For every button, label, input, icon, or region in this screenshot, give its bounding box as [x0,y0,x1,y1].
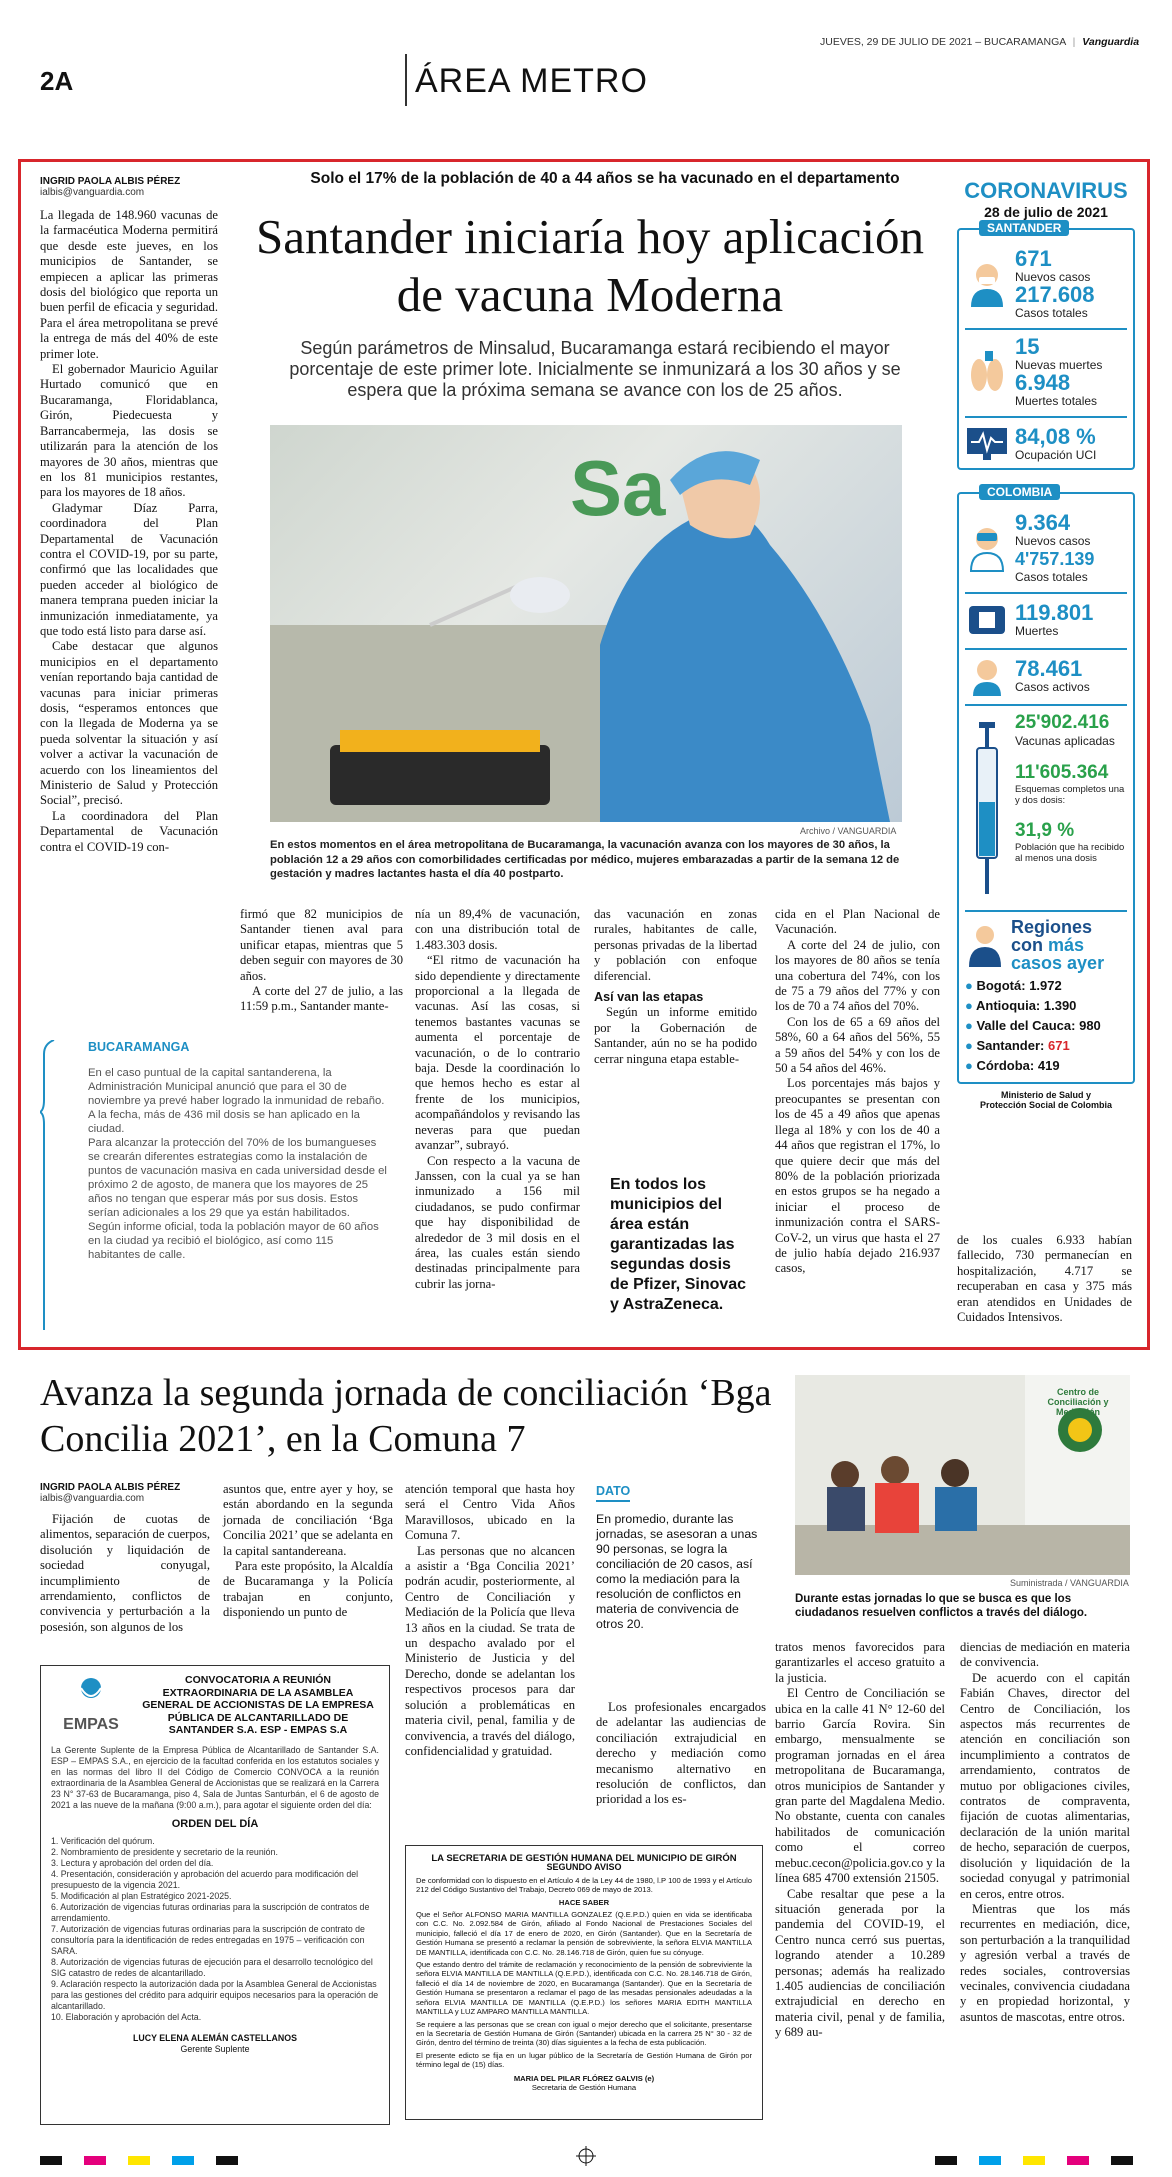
empas-intro: La Gerente Suplente de la Empresa Pública de Alcantarillado de Santander S.A. ESP – EMPAS S.A., en ejercicio de la facultad conferida en los estatutos sociales y en las normas del libro II del Código de Comercio CONVOCA a la reunión extraordinaria de la Asamblea General de Accionistas que se realizará en la Carrera 23 N° 37-63 de Bucaramanga, piso 4, Sala de Juntas Santurbán, el 6 de agosto de 2021 a las nueve de la mañana (9:00 a.m.), para agotar el siguiente orden del día: [51,1744,379,1810]
para: La coordinadora del Plan Departamental de Vacunación contra el COVID-19 con- [40,808,218,854]
stat-label: Nuevos casos [1015,270,1091,284]
giron-hace-saber: HACE SABER [558,1897,610,1907]
empas-logo-mark [51,1674,131,1722]
region-name: Córdoba: [976,1058,1035,1073]
giron-title: LA SECRETARIA DE GESTIÓN HUMANA DEL MUNICIPIO DE GIRÓN [431,1853,737,1864]
date-text: JUEVES, 29 DE JULIO DE 2021 – BUCARAMANGA [820,36,1066,48]
list-item: 8. Autorización de vigencias futuras de ejecución para el desarrollo tecnológico del SIG catastro de redes de alcantarillado. [51,1956,373,1978]
santander-label: SANTANDER [979,220,1069,236]
stat-group [965,592,1127,640]
para: diencias de mediación en materia de convivencia. [960,1640,1130,1670]
stat-group [965,248,1127,320]
sign-text: Centro de Conciliación y Mediación [1047,1387,1109,1417]
covid-date: 28 de julio de 2021 [984,204,1108,220]
stat-number: 15 [1015,334,1040,359]
article-col-2 [240,907,403,1015]
list-item: 7. Autorización de vigencias futuras ordinarias para la suscripción de contrato de consultoría para la identificación de redes entregadas en 1975 – verificación con SARA. [51,1923,365,1956]
empas-logo [51,1674,131,1733]
article-col-3 [415,907,580,1292]
covid-source: Ministerio de Salud y Protección Social de Colombia [979,1090,1113,1110]
colombia-box [957,485,1135,1084]
stat-label: Casos totales [1015,306,1088,320]
article2-col-1 [40,1512,210,1635]
stat-label: Ocupación UCI [1015,448,1097,462]
photo-illustration [270,425,902,822]
feet-tag-icon [965,347,1009,397]
para: A corte del 24 de julio, con los mayores de 80 años se tenía una cobertura del 74%, con los de 75 a 79 años del 77% y con los de 70 a 74 años del 70%. [775,937,940,1014]
stat-number: 6.948 [1015,370,1071,395]
stat-label: Población que ha recibido al menos una dosis [1015,842,1125,864]
monitor-icon [965,424,1009,464]
para: asuntos que, entre ayer y hoy, se están abordando en la segunda jornada de conciliación ‘Bga Concilia 2021’ que se adelanta en la capital santandereana. [223,1482,393,1558]
article2-author [40,1482,180,1504]
people-icon [965,923,1005,967]
article2-col-6 [960,1640,1130,2025]
stat-number: 217.608 [1015,282,1095,307]
stat-number: 84,08 % [1015,424,1096,449]
subhead: Así van las etapas [594,990,704,1005]
para: Con respecto a la vacuna de Janssen, con la cual ya se han inmunizado a 156 mil ciudadanos, se pudo confirmar que hay disponibilidad de alrededor de 3 mil dosis en el área, las cuales están siendo destinadas principalmente para cubrir las jorna- [415,1153,580,1291]
para: firmó que 82 municipios de Santander tienen aval para unificar etapas, mientras que 5 deben seguir con mayores de 30 años. [240,907,403,983]
article-col-1 [40,208,218,855]
list-item: 2. Nombramiento de presidente y secretario de la reunión. [51,1846,278,1857]
para: Para alcanzar la protección del 70% de los bumangueses se crearán diferentes estrategias como la instalación de puntos de vacunación masiva en cada universidad desde el próximo 2 de agosto, de manera que los mayores de 25 años no tengan que esperar más por sus dosis. Estos serían adicionales a los 29 que ya están habilitados. [88,1137,387,1219]
print-color-bar-right [935,2152,1133,2170]
stat-label: Casos totales [1015,570,1088,584]
giron-subtitle: SEGUNDO AVISO [546,1862,622,1873]
deck: Según parámetros de Minsalud, Bucaramanga estará recibiendo el mayor porcentaje de este primer lote. Inicialmente se inmunizará a los 30 años y se espera que la próxima semana se avance con los de 25 años. [289,338,901,400]
headline: Santander iniciaría hoy aplicación de vacuna Moderna [255,209,925,322]
author-email: ialbis@vanguardia.com [40,1493,145,1504]
para: Gladymar Díaz Parra, coordinadora del Plan Departamental de Vacunación contra el COVID-19, por su parte, confirmó que las localidades que pueden acceder al biológico de manera temprana pueden iniciar la inmunización inmediatamente, ya que todo está listo para darse así. [40,500,218,638]
stat-number: 9.364 [1015,510,1071,535]
santander-box [957,221,1135,470]
photo-caption: En estos momentos en el área metropolitana de Bucaramanga, la vacunación avanza con los mayores de 30 años, la población 12 a 29 años con comorbilidades certificadas por médico, mujeres embarazadas a partir de la semana 12 de gestación y madres lactantes hasta el día 40 postparto. [270,839,900,880]
para: “El ritmo de vacunación ha sido dependiente y directamente proporcional a la llegada de vacunas. Así las cosas, si tenemos bastantes vacunas se aumenta el porcentaje de vacunación, o de lo contrario baja. Desde la coordinación lo que hemos hecho es estar al frente de los municipios, acompañándolos y revisando las neveras para que puedan avanzar”, subrayó. [415,953,580,1153]
giron-p1: De conformidad con lo dispuesto en el Artículo 4 de la Ley 44 de 1980, l.P 100 de 1993 y el Artículo 212 del Código Sustantivo del Trabajo, Decreto 069 de mayo de 2013. [416,1875,752,1895]
stat-group [965,416,1127,464]
photo2-credit: Suministrada / VANGUARDIA [1010,1578,1129,1588]
active-case-icon [965,656,1009,696]
giron-signer: MARIA DEL PILAR FLÓREZ GALVIS (e) [513,2073,655,2083]
article2-col-5 [775,1640,945,2041]
stat-group [965,648,1127,696]
article-col-4 [594,907,757,1067]
stat-label: Muertes [1015,624,1059,638]
para: tratos menos favorecidos para garantizarles el acceso gratuito a la justicia. [775,1640,945,1685]
list-item: 6. Autorización de vigencias futuras ordinarias para la suscripción de contratos de arrendamiento. [51,1901,370,1923]
para: El Centro de Conciliación se ubica en la calle 41 N° 12-60 del barrio García Rovira. Sin embargo, mensualmente se programan jornadas en el área metropolitana de Bucaramanga, otros municipios de Santander y gran parte del Magdalena Medio. No obstante, cuenta con canales habilitados de comunicación como el correo mebuc.cecon@policia.gov.co y la línea 685 4700 extensión 21505. [775,1686,945,1886]
para: Las personas que no alcancen a asistir a ‘Bga Concilia 2021’ podrán acudir, posteriormente, al Centro de Conciliación y Mediación de la Policía que lleva 13 años en la ciudad. Se trata de un despacho avalado por el Ministerio de Justicia y del Derecho, donde se adelantan los respectivos procesos para dar solución a problemáticas en materia civil, penal, familia y de convivencia, a través del diálogo, confidencialidad y gratuidad. [405,1543,575,1758]
empas-signer: LUCY ELENA ALEMÁN CASTELLANOS [133,2032,297,2043]
region-value: 1.390 [1043,998,1077,1013]
covid-title: CORONAVIRUS [964,178,1128,203]
para: Para este propósito, la Alcaldía de Bucaramanga y la Policía trabajan en conjunto, disponiendo un punto de [223,1559,393,1620]
sidebar-body [88,1066,388,1262]
covid-panel [957,170,1135,1220]
dato-text: En promedio, durante las jornadas, se asesoran a unas 90 personas, se logra la conciliación de 20 casos, así como la mediación para la resolución de conflictos en materia de convivencia de otros 20. [596,1512,758,1631]
list-item: 5. Modificación al plan Estratégico 2021-2025. [51,1890,232,1901]
regions-title-2b: más [1048,935,1085,955]
stat-number: 78.461 [1015,656,1083,681]
registration-mark-icon [576,2146,596,2166]
giron-p5: El presente edicto se fija en un lugar público de la Secretaría de Gestión Humana de Girón por término legal de (15) días. [416,2050,752,2070]
article2-col-4 [596,1700,766,1808]
region-item: ● Córdoba: 419 [965,1058,1060,1073]
region-name: Valle del Cauca: [976,1018,1076,1033]
author-name: INGRID PAOLA ALBIS PÉREZ [40,176,181,187]
print-color-bar-left [40,2152,238,2170]
region-name: Bogotá: [976,978,1026,993]
list-item: 1. Verificación del quórum. [51,1835,155,1846]
giron-p4: Se requiere a las personas que se crean con igual o mejor derecho que el solicitante, presentarse en la Secretaría de Gestión Humana de Girón (Santander) ubicada en la carrera 25 N° 30 - 32 de Girón, dentro del término de treinta (30) días siguientes a la fecha de esta publicación. [416,2019,752,2048]
stat-number: 25'902.416 [1015,712,1110,733]
giron-p3: Que estando dentro del trámite de reclamación y reconocimiento de la pensión de sobreviviente la señora ELVIA MANTILLA DE MANTILLA (Q.E.P.D.), identificada con C.C. No. 28.146.718 de Girón, falleció el día 14 de noviembre de 2020, en Bucaramanga (Santander). Que en la Secretaría de Gestión Humana se presentaron a reclamar el pago de las mesadas pensionales adeudadas a la señora ELVIA MANTILLA DE MANTILLA (Q.E.P.D.) los señores MARIA EDITH MANTILLA MANTILLA y LUZ AMPARO MANTILLA MANTILLA. [416,1960,752,2017]
para: cida en el Plan Nacional de Vacunación. [775,907,940,937]
colombia-label: COLOMBIA [979,484,1060,500]
patient-icon [965,259,1009,309]
stat-label: Nuevos casos [1015,534,1091,548]
giron-p2: Que el Señor ALFONSO MARIA MANTILLA GONZALEZ (Q.E.P.D.) quien en vida se identificaba con C.C. No. 2.092.584 de Girón, afiliado al Fondo Nacional de Prestaciones Sociales del municipio, falleció el día 17 de enero de 2020, en Girón (Santander). Que en la Secretaría de Gestión Humana se presentó a reclamar la pensión de sobreviviente, la señora ELVIA MANTILLA DE MANTILLA, identificada con C.C. No. 28.146.718 de Girón, quien fue su cónyuge. [416,1910,752,1957]
empas-logo-text: EMPAS [63,1716,119,1733]
photo2-caption: Durante estas jornadas lo que se busca es que los ciudadanos resuelven conflictos a través del diálogo. [795,1593,1088,1619]
para: Cabe resaltar que pese a la situación generada por la pandemia del COVID-19, el Centro nunca cerró sus puertas, logrando atender a 10.289 personas; además ha realizado 1.405 audiencias de conciliación extrajudicial en derecho en materia civil, penal y de familia, y 689 au- [775,1886,945,2040]
para: das vacunación en zonas rurales, habitantes de calle, personas privadas de la libertad y población con enfoque diferencial. [594,907,757,983]
para: Según informe oficial, toda la población mayor de 60 años en la ciudad ya recibió el biológico, así como 115 habitantes de calle. [88,1221,379,1261]
giron-notice [405,1845,763,2120]
stat-label: Muertes totales [1015,394,1098,408]
svg-text:Sa: Sa [570,444,666,532]
para: La llegada de 148.960 vacunas de la farmacéutica Moderna permitirá que desde este jueves, en los municipios de Santander, se empiecen a aplicar las primeras dosis del biológico que reporta un buen perfil de eficacia y seguridad. Para el área metropolitana se prevé la entrega de más del 40% de este primer lote. [40,208,218,361]
pull-quote: En todos los municipios del área están garantizadas las segundas dosis de Pfizer, Sinovac y AstraZeneca. [610,1176,747,1313]
para: de los cuales 6.933 habían fallecido, 730 permanecían en hospitalización, 4.717 se recuperaban en casa y 375 más eran atendidos en Unidades de Cuidados Intensivos. [957,1233,1132,1325]
header-divider [405,54,407,106]
vaccine-photo [270,425,902,822]
para: nía un 89,4% de vacunación, con una distribución total de 1.483.303 dosis. [415,907,580,952]
kicker: Solo el 17% de la población de 40 a 44 años se ha vacunado en el departamento [310,170,900,187]
para: Fijación de cuotas de alimentos, separación de cuerpos, disolución y liquidación de sociedad conyugal, incumplimiento de arrendamiento, conflictos de convivencia y perturbación a la posesión, son algunos de los [40,1512,210,1634]
conciliation-photo [795,1375,1130,1575]
dato-box [596,1482,766,1632]
regions-title-3: casos ayer [1011,953,1105,973]
deaths-icon [965,600,1009,640]
empas-items [51,1836,379,2023]
para: El gobernador Mauricio Aguilar Hurtado comunicó que en Bucaramanga, Floridablanca, Girón, Piedecuesta y Barrancabermeja, las dosis se utilizarán para la atención de los mayores de 30 años, mientras que en los 81 municipios restantes, para los mayores de 18 años. [40,362,218,500]
stat-group [965,512,1127,584]
dato-label: DATO [596,1484,630,1502]
stat-label: Vacunas aplicadas [1015,734,1115,748]
article2-col-2 [223,1482,393,1621]
para: atención temporal que hasta hoy será el Centro Vida Años Maravillosos, ubicado en la Comuna 7. [405,1482,575,1543]
para: Cabe destacar que algunos municipios en el departamento venían reportando baja cantidad de vacunas para iniciar primeras dosis, “esperamos entonces que con la llegada de Moderna ya se pueda solventar la situación y así volver a activar la vacunación de acuerdo con los lineamientos del Ministerio de Salud y Protección Social”, precisó. [40,639,218,808]
stat-group [965,328,1127,408]
para: Los porcentajes más bajos y preocupantes se presentan con los de 45 a 49 años que apenas llega al 18% y con los de 40 a 44 años que registran el 17%, lo que quiere decir que más del 80% de la población priorizada en estos grupos se ha negado a iniciar el proceso de inmunización contra el SARS-CoV-2, un virus que hasta el 27 de julio había dejado 216.937 casos, [775,1076,940,1276]
regions-title [1011,918,1104,972]
stat-number: 119.801 [1015,600,1094,625]
para: A corte del 27 de julio, a las 11:59 p.m., Santander mante- [240,984,403,1014]
regions-title-2a: con [1011,935,1049,955]
regions-title-1: Regiones [1011,917,1093,937]
list-item: 3. Lectura y aprobación del orden del día. [51,1857,214,1868]
sidebar-title: BUCARAMANGA [88,1040,190,1054]
empas-title: CONVOCATORIA A REUNIÓN EXTRAORDINARIA DE LA ASAMBLEA GENERAL DE ACCIONISTAS DE LA EMPRESA PÚBLICA DE ALCANTARILLADO DE SANTANDER S.A. ESP - EMPAS S.A [142,1674,374,1736]
empas-notice [40,1665,390,2125]
sidebar-bracket [40,1040,60,1330]
region-item: ● Santander: 671 [965,1038,1070,1053]
stat-label: Esquemas completos una y dos dosis: [1015,784,1125,806]
article2-col-3 [405,1482,575,1759]
author [40,176,180,198]
para: Con los de 65 a 69 años del 58%, 60 a 64 años del 56%, 55 a 59 años del 54% y con los de 50 a 54 años del 46%. [775,1014,940,1076]
region-value: 671 [1048,1038,1070,1053]
author-email: ialbis@vanguardia.com [40,187,145,198]
para: Según un informe emitido por la Gobernación de Santander, aún no se ha podido cerrar ninguna etapa estable- [594,1005,757,1066]
giron-signer-role: Secretaria de Gestión Humana [531,2082,637,2092]
brand-name: Vanguardia [1082,36,1140,48]
stat-label: Nuevas muertes [1015,358,1103,372]
para: Los profesionales encargados de adelantar las audiencias de conciliación extrajudicial en derecho y mediación como mecanismo alternativo en resolución de conflictos, dan prioridad a los es- [596,1700,766,1807]
regions-list [965,976,1127,1076]
photo-credit: Archivo / VANGUARDIA [800,826,897,836]
stat-label: Casos activos [1015,680,1090,694]
region-item: ● Bogotá: 1.972 [965,978,1062,993]
region-value: 419 [1037,1058,1060,1073]
list-item: 9. Aclaración respecto la autorización dada por la Asamblea General de Accionistas para las gestiones del crédito para adquirir equipos necesarios para la operación de alcantarillado. [51,1978,379,2011]
stat-number: 31,9 % [1015,820,1075,841]
article-col-5 [775,907,940,1277]
empas-orden-title: ORDEN DEL DÍA [171,1817,259,1830]
stat-number: 11'605.364 [1015,762,1109,783]
list-item: 10. Elaboración y aprobación del Acta. [51,2011,202,2022]
region-item: ● Valle del Cauca: 980 [965,1018,1101,1033]
stat-number: 4'757.139 [1015,549,1095,569]
page-number: 2A [40,66,74,96]
list-item: 4. Presentación, consideración y aprobación del acuerdo para modificación del presupuesto de la vigencia 2021. [51,1868,359,1890]
para: De acuerdo con el capitán Fabián Chaves, director del Centro de Conciliación, los aspectos más recurrentes de atención en conciliación son incumplimiento a contratos de arrendamiento, contratos de mutuo por obligaciones civiles, contratos de compraventa, fijación de cuotas alimentarias, declaración de la unión marital de hecho, separación de cuerpos, disolución y liquidación de la sociedad conyugal y patrimonial en ceros, entre otros. [960,1670,1130,1901]
stat-group [965,704,1127,902]
region-value: 980 [1079,1018,1101,1033]
article-col-6 [957,1233,1132,1325]
para: En el caso puntual de la capital santanderena, la Administración Municipal anunció que para el 30 de noviembre ya prevé haber logrado la inmunidad de rebaño. A la fecha, más de 436 mil dosis se han aplicado en la ciudad. [88,1067,385,1135]
region-item: ● Antioquia: 1.390 [965,998,1077,1013]
stat-number: 671 [1015,246,1052,271]
author-name: INGRID PAOLA ALBIS PÉREZ [40,1482,181,1493]
region-value: 1.972 [1029,978,1062,993]
section-title: ÁREA METRO [415,62,648,100]
doctor-icon [965,523,1009,573]
regions-block [965,910,1127,1076]
para: Mientras que los más recurrentes en mediación, dice, son perturbación a la tranquilidad y agresión verbal a través de redes sociales, controversias vecinales, convivencia ciudadana y en propiedad horizontal, y asuntos de mascotas, entre otros. [960,1901,1130,2024]
region-name: Antioquia: [975,998,1041,1013]
dateline: JUEVES, 29 DE JULIO DE 2021 – BUCARAMANGA | Vanguardia [820,36,1140,48]
region-name: Santander: [976,1038,1045,1053]
empas-signer-role: Gerente Suplente [180,2043,250,2054]
article2-headline: Avanza la segunda jornada de conciliación ‘Bga Concilia 2021’, en la Comuna 7 [40,1372,772,1460]
syringe-icon [965,712,1009,902]
